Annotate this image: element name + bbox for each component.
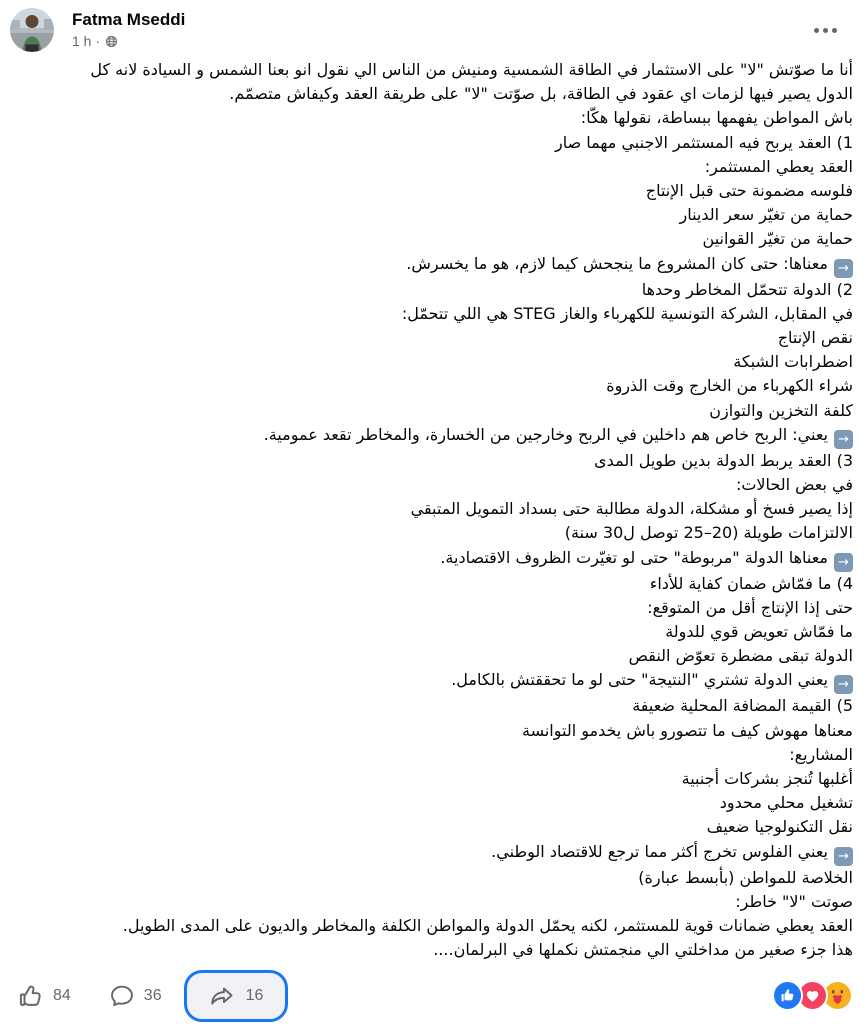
right-arrow-emoji-icon: → [834, 675, 853, 694]
post-line: 1) العقد يربح فيه المستثمر الاجنبي مهما صار [555, 132, 853, 152]
comment-button[interactable] [107, 979, 164, 1013]
post-line: في بعض الحالات: [735, 475, 853, 495]
right-arrow-emoji-icon: → [834, 430, 853, 449]
avatar-photo [10, 8, 54, 52]
post-line: العقد يعطي ضمانات قوية للمستثمر، لكنه يحمّل الدولة والمواطن الكلفة والمخاطر والديون على المدى الطويل. [122, 916, 853, 936]
comment-icon [109, 983, 135, 1009]
globe-icon [105, 35, 118, 48]
post-line: فلوسه مضمونة حتى قبل الإنتاج [645, 181, 853, 201]
ellipsis-icon [814, 28, 819, 33]
post-line: إذا يصير فسخ أو مشكلة، الدولة مطالبة حتى بسداد التمويل المتبقي [410, 499, 853, 519]
post-line: →معناها الدولة "مربوطة" حتى لو تغيّرت الظروف الاقتصادية. [14, 546, 853, 572]
post-line: حتى إذا الإنتاج أقل من المتوقع: [647, 597, 853, 617]
post-line: 3) العقد يربط الدولة بدين طويل المدى [594, 450, 853, 470]
post-line: العقد يعطي المستثمر: [704, 156, 853, 176]
post-line: المشاريع: [789, 744, 853, 764]
thumbs-up-icon [18, 983, 44, 1009]
reactions-summary[interactable] [772, 980, 855, 1011]
post-line: الدولة تبقى مضطرة تعوّض النقص [628, 646, 853, 666]
post-line: هذا جزء صغير من مداخلتي الي منجمتش نكملها في البرلمان.... [433, 940, 853, 960]
post-subline [72, 33, 185, 49]
likes-count: 84 [53, 986, 71, 1004]
post-line: معناها مهوش كيف ما تتصورو باش يخدمو التوانسة [521, 720, 853, 740]
right-arrow-emoji-icon: → [834, 259, 853, 278]
post-line: الالتزامات طويلة (20–25 توصل ل30 سنة) [564, 523, 853, 543]
author-name[interactable]: Fatma Mseddi [72, 10, 186, 29]
post-line: نقل التكنولوجيا ضعيف [706, 817, 853, 837]
post-line: أغلبها تُنجز بشركات أجنبية [681, 769, 853, 789]
share-button[interactable] [184, 970, 289, 1022]
post-line: →يعني الدولة تشتري "النتيجة" حتى لو ما تحققتش بالكامل. [14, 668, 853, 694]
ellipsis-icon [823, 28, 828, 33]
share-icon [209, 983, 235, 1009]
header-meta [72, 8, 185, 49]
shares-count: 16 [245, 986, 264, 1004]
post-line: 2) الدولة تتحمّل المخاطر وحدها [641, 279, 853, 299]
post-line: في المقابل، الشركة التونسية للكهرباء والغاز STEG هي اللي تتحمّل: [401, 303, 853, 323]
post-line: →يعني الفلوس تخرج أكثر مما ترجع للاقتصاد الوطني. [14, 840, 853, 866]
post-line: →معناها: حتى كان المشروع ما ينجحش كيما لازم، هو ما يخسرش. [14, 252, 853, 278]
engagement-bar [0, 964, 867, 1022]
post-line: 4) ما فمّاش ضمان كفاية للأداء [649, 573, 853, 593]
post-line: ما فمّاش تعويض قوي للدولة [665, 622, 853, 642]
post-line: →يعني: الربح خاص هم داخلين في الربح وخارجين من الخسارة، والمخاطر تقعد عمومية. [14, 423, 853, 449]
like-button[interactable] [16, 979, 73, 1013]
post-line: الخلاصة للمواطن (بأبسط عبارة) [638, 867, 853, 887]
right-arrow-emoji-icon: → [834, 553, 853, 572]
post-line: تشغيل محلي محدود [719, 793, 853, 813]
post-header [0, 0, 867, 54]
post-line: أنا ما صوّتش "لا" على الاستثمار في الطاقة الشمسية ومنيش من الناس الي نقول انو بعنا الشمس و السيادة لانه كل [90, 60, 853, 79]
post-line: كلفة التخزين والتوازن [709, 400, 853, 420]
avatar[interactable] [10, 8, 54, 52]
ellipsis-icon [832, 28, 837, 33]
post-text [0, 54, 867, 963]
more-options-button[interactable] [810, 24, 841, 37]
post-line: 5) القيمة المضافة المحلية ضعيفة [632, 696, 853, 716]
right-arrow-emoji-icon: → [834, 847, 853, 866]
post-line: صوتت "لا" خاطر: [735, 891, 853, 911]
post-line: باش المواطن يفهمها ببساطة، نقولها هكّا: [580, 108, 853, 128]
comments-count: 36 [143, 986, 162, 1004]
post-line: نقص الإنتاج [777, 328, 853, 348]
post-line: الدول يصير فيها لزمات اي عقود في الطاقة، بل صوّتت "لا" على طريقة العقد وكيفاش متصمّم. [229, 84, 853, 104]
post-line: حماية من تغيّر سعر الدينار [679, 205, 853, 225]
post-line: حماية من تغيّر القوانين [702, 229, 853, 249]
reaction-like-icon [772, 980, 803, 1011]
post-line: شراء الكهرباء من الخارج وقت الذروة [606, 376, 853, 396]
post-line: اضطرابات الشبكة [733, 352, 853, 372]
timestamp[interactable]: 1 h · [72, 33, 101, 49]
